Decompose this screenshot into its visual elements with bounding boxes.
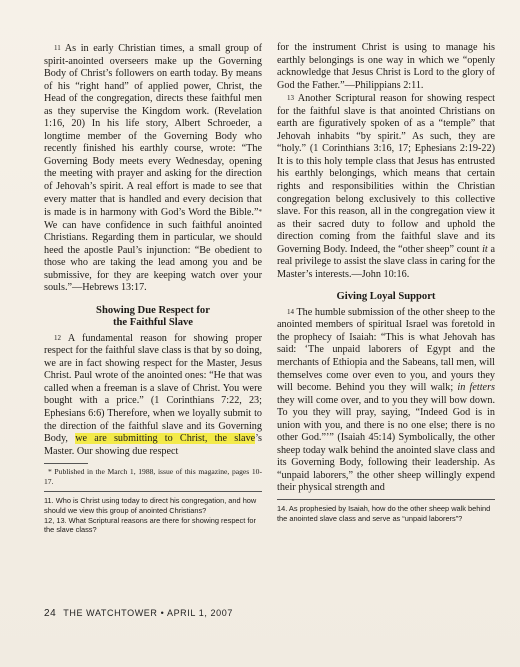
page-footer — [44, 608, 233, 619]
footnote: * Published in the March 1, 1988, issue of this magazine, pages 10-17. — [44, 467, 262, 486]
paragraph-number: 12 — [54, 333, 61, 342]
right-column — [277, 42, 495, 523]
questions-divider — [44, 491, 262, 492]
section-heading-respect: Showing Due Respect for the Faithful Slave — [96, 304, 210, 329]
paragraph-number: 13 — [287, 94, 294, 103]
paragraph-12-continued: for the instrument Christ is using to manage his earthly belongings is one way in which we “openly acknowledge that Jesus Christ is Lord to the glory of God the Father.”—Philippians 2:11. — [277, 42, 495, 91]
question-12-13: 12, 13. What Scriptural reasons are there for showing respect for the slave class? — [44, 515, 256, 535]
publication-info: THE WATCHTOWER • APRIL 1, 2007 — [63, 608, 233, 618]
question-11: 11. Who is Christ using today to direct his congregation, and how should we view this group of anointed Christians? — [44, 496, 257, 515]
paragraph-11: 11 As in early Christian times, a small group of spirit-anointed overseers make up the Governing Body of Christ’s followers on earth today. By means of his “right hand” of applied power, Christ, the Head of the congregation, directs these faithful men as they supervise the Kingdom work. (Revelation 1:16, 20) In his life story, Albert Schroeder, a longtime member of the Governing Body who recently finished his earthly course, wrote: “The Governing Body meets every Wednesday, opening the meeting with prayer and asking for the direction of Jehovah’s spirit. A real effort is made to see that every matter that is handled and every decision that is made is in harmony with God’s Word the Bible.”* We can have confidence in such faithful anointed Christians. Regarding them in particular, we should heed the apostle Paul’s injunction: “Be obedient to those who are taking the lead among you and be submissive, for they are keeping watch over your souls.”—Hebrews 13:17. — [44, 43, 262, 294]
highlighted-text: we are submitting to Christ, the slave — [75, 433, 256, 445]
section-heading-support: Giving Loyal Support — [336, 291, 436, 303]
study-questions-left — [44, 496, 262, 534]
paragraph-number: 11 — [54, 44, 61, 52]
footnote-divider — [44, 463, 88, 464]
questions-divider — [277, 499, 495, 500]
paragraph-number: 14 — [287, 307, 294, 316]
footnote-marker: * — [258, 208, 262, 217]
study-questions-right — [277, 504, 495, 523]
paragraph-13: 13 Another Scriptural reason for showing respect for the faithful slave is that anointed Christians on earth are figuratively spoken of as a “temple” that Jehovah inhabits “by spirit.” As such, they are “holy.” (1 Corinthians 3:16, 17; Ephesians 2:19-22) It is to this holy temple class that Jesus has entrusted his earthly belongings, which means that certain rights and responsibilities within the Christian congregation belong exclusively to this collective slave. For this reason, all in the congregation view it as their sacred duty to follow and uphold the direction coming from the faithful slave and its Governing Body. Indeed, the “other sheep” count it a real privilege to assist the slave class in caring for the Master’s interests.—John 10:16. — [277, 93, 495, 280]
paragraph-14: 14 The humble submission of the other sheep to the anointed members of spiritual Israel was foretold in the prophecy of Isaiah: “This is what Jehovah has said: ‘The unpaid laborers of Egypt and the merchants of Ethiopia and the Sabeans, tall men, will themselves come over even to you, and yours they will become. Behind you they will walk; in fetters they will come over, and to you they will bow down. To you they will pray, saying, “Indeed God is in union with you, and there is no one else; there is no other God.”’” (Isaiah 45:14) Symbolically, the other sheep today walk behind the anointed slave class and its Governing Body, following their leadership. As “unpaid laborers,” the other sheep willingly expend their physical strength and — [277, 306, 496, 494]
left-column — [44, 42, 262, 535]
paragraph-12: 12 A fundamental reason for showing proper respect for the faithful slave class is that by so doing, we are in fact showing respect for the Master, Jesus Christ. Paul wrote of the anointed ones: “He that was called when a freeman is a slave of Christ. You were bought with a price.” (1 Corinthians 7:22, 23; Ephesians 6:6) Therefore, when we loyally submit to the direction of the faithful slave and its Governing Body, we are submitting to Christ, the slave’s Master. Our showing due respect — [44, 332, 263, 457]
page-number: 24 — [44, 608, 57, 619]
question-14: 14. As prophesied by Isaiah, how do the other sheep walk behind the anointed slave class and serve as “unpaid laborers”? — [277, 504, 491, 523]
